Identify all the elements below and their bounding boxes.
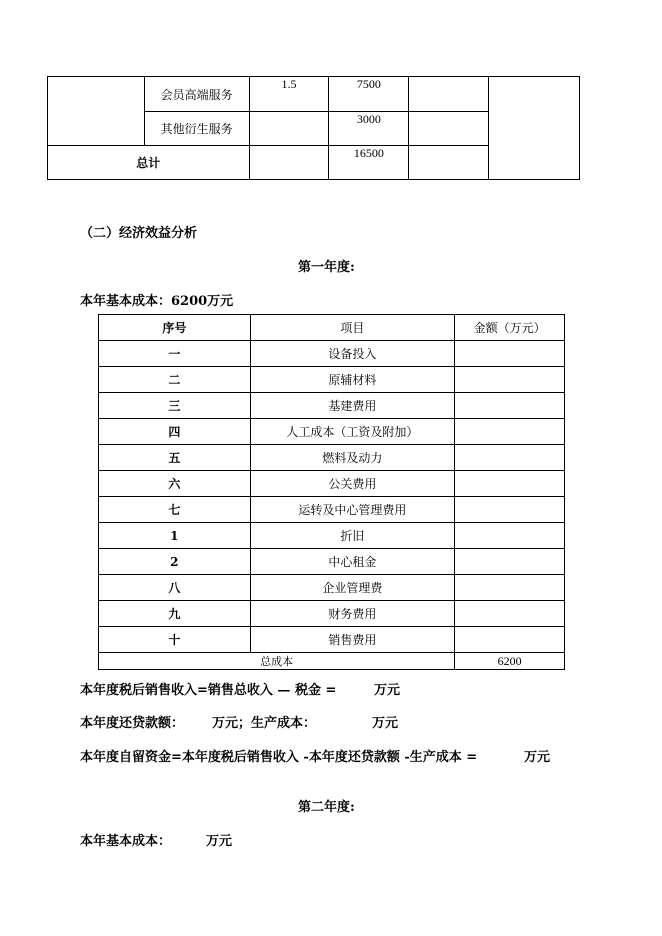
blank-cell: [489, 77, 580, 180]
year1-heading: 第一年度:: [298, 260, 355, 275]
blank-cell: [48, 77, 145, 146]
row-no: 二: [99, 367, 251, 393]
year1-line2-unit: 万元: [372, 716, 399, 731]
year1-base-cost: 本年基本成本：6200万元: [80, 294, 234, 309]
total-cost-amount: 6200: [455, 653, 565, 670]
row-no: 五: [99, 445, 251, 471]
row-no: 九: [99, 601, 251, 627]
row-item: 折旧: [250, 523, 455, 549]
total-cost-label: 总成本: [99, 653, 455, 670]
row-amount: [455, 367, 565, 393]
row-item: 企业管理费: [250, 575, 455, 601]
row-amount: [455, 419, 565, 445]
header-amount: 金额（万元）: [455, 315, 565, 341]
row-no: 四: [99, 419, 251, 445]
year1-line3-unit: 万元: [524, 750, 551, 765]
revenue-table: [47, 76, 580, 180]
row-amount: [455, 575, 565, 601]
row-item: 财务费用: [250, 601, 455, 627]
row-item: 运转及中心管理费用: [250, 497, 455, 523]
row-item: 销售费用: [250, 627, 455, 653]
row-no: 一: [99, 341, 251, 367]
amount-cell: 3000: [329, 112, 409, 146]
row-item: 燃料及动力: [250, 445, 455, 471]
year1-line1-label: 本年度税后销售收入=销售总收入 — 税金 =: [80, 683, 337, 698]
cost-table: [98, 314, 565, 670]
item-cell: 其他衍生服务: [144, 112, 249, 146]
row-no: 七: [99, 497, 251, 523]
row-no: 八: [99, 575, 251, 601]
row-amount: [455, 341, 565, 367]
row-amount: [455, 523, 565, 549]
year1-line3-label: 本年度自留资金=本年度税后销售收入 -本年度还贷款额 -生产成本 =: [80, 750, 478, 765]
row-amount: [455, 601, 565, 627]
row-no: 1: [99, 523, 251, 549]
row-amount: [455, 549, 565, 575]
blank-cell: [409, 112, 489, 146]
amount-cell: 7500: [329, 77, 409, 112]
total-amount: 16500: [329, 146, 409, 180]
row-no: 三: [99, 393, 251, 419]
item-cell: 会员高端服务: [144, 77, 249, 112]
blank-cell: [409, 77, 489, 112]
blank-cell: [409, 146, 489, 180]
year1-line2-mid: 万元；生产成本：: [212, 716, 317, 731]
row-item: 人工成本（工资及附加）: [250, 419, 455, 445]
year1-line1-unit: 万元: [374, 683, 401, 698]
row-amount: [455, 497, 565, 523]
row-amount: [455, 471, 565, 497]
row-item: 设备投入: [250, 341, 455, 367]
row-amount: [455, 445, 565, 471]
row-item: 公关费用: [250, 471, 455, 497]
year1-line2-label: 本年度还贷款额：: [80, 716, 185, 731]
row-item: 基建费用: [250, 393, 455, 419]
price-cell: [249, 112, 329, 146]
price-cell: 1.5: [249, 77, 329, 112]
row-item: 中心租金: [250, 549, 455, 575]
row-item: 原辅材料: [250, 367, 455, 393]
year2-base-cost-label: 本年基本成本：: [80, 834, 172, 849]
row-no: 十: [99, 627, 251, 653]
row-no: 六: [99, 471, 251, 497]
section-heading: （二）经济效益分析: [80, 226, 198, 241]
total-label: 总计: [48, 146, 250, 180]
year2-base-cost-unit: 万元: [206, 834, 233, 849]
row-amount: [455, 627, 565, 653]
header-no: 序号: [99, 315, 251, 341]
blank-cell: [249, 146, 329, 180]
row-amount: [455, 393, 565, 419]
row-no: 2: [99, 549, 251, 575]
year2-heading: 第二年度:: [298, 800, 355, 815]
header-item: 项目: [250, 315, 455, 341]
